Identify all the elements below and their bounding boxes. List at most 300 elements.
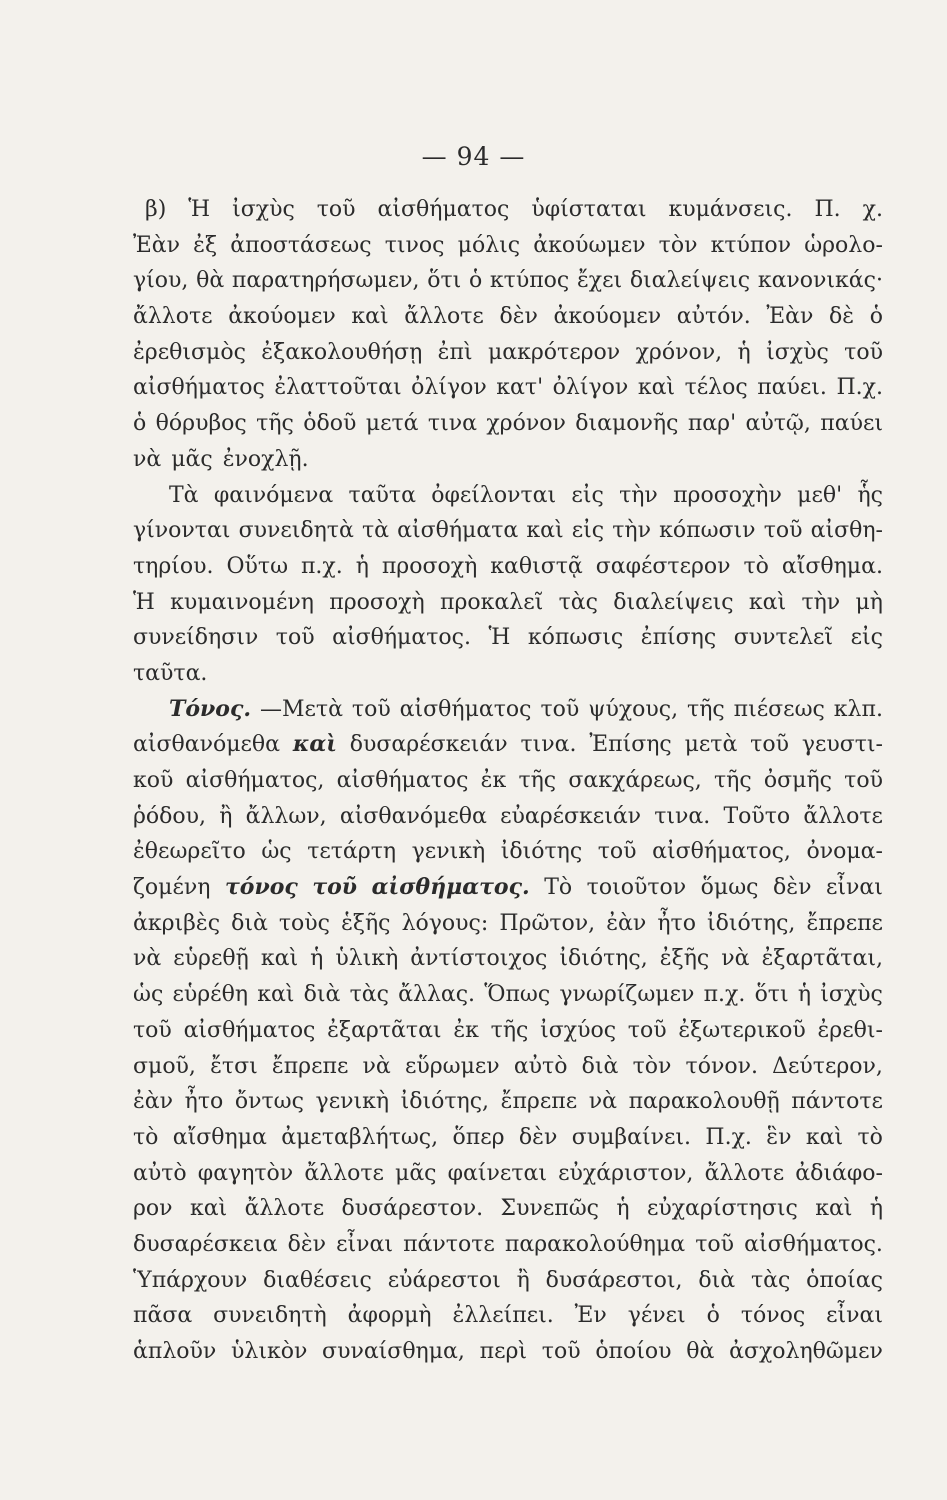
word: ὁδοῦ (303, 411, 357, 437)
word: τῆς (490, 1017, 529, 1043)
word: τὰς (558, 589, 598, 615)
word: ἐξ (193, 232, 218, 258)
word: Συνεπῶς (500, 1196, 599, 1222)
word: νὰ (588, 1089, 617, 1115)
word: διὰ (581, 1053, 619, 1079)
word: π.χ. (300, 553, 343, 579)
word: εὐχάριστον, (558, 1160, 694, 1186)
word: πᾶσα (133, 1303, 193, 1329)
word: ἐκ (480, 768, 507, 793)
word: κτύπος (489, 268, 570, 294)
word: καὶ (805, 1124, 844, 1150)
word: ἔχει (576, 268, 623, 294)
word: καὶ (292, 731, 337, 758)
text-line (133, 1013, 883, 1049)
word: τοῦ (541, 1339, 581, 1364)
word: ἰδιότης, (400, 1089, 490, 1115)
word: ὅμως (700, 875, 759, 901)
word: κόπωσιν (659, 518, 756, 544)
word: μακρότερον (487, 339, 621, 365)
word: τοῦ (540, 696, 580, 722)
text-line (133, 799, 883, 835)
word: ἁπλοῦν (133, 1339, 217, 1364)
text-line (133, 1156, 883, 1192)
word: τοῦ (275, 625, 315, 651)
word: ἀμεταβλήτως, (281, 1124, 439, 1150)
text-line (133, 370, 883, 406)
word: τοῦ (351, 696, 391, 722)
text-line (133, 1263, 883, 1299)
word: ἐξακολουθήσῃ (261, 339, 423, 365)
word: ἐὰν (133, 1089, 174, 1115)
word: ἀδιάφο- (795, 1160, 883, 1186)
word: τοῦ (844, 768, 883, 793)
word: δυσάρεστον. (341, 1196, 484, 1222)
text-line (133, 906, 883, 942)
word: ἦτο (184, 1089, 224, 1115)
word: συνειδητὰ (238, 518, 354, 544)
word: τοῦ (763, 518, 803, 544)
word: ἄλλοτε (304, 1160, 384, 1186)
word: δυσαρέσκεια (133, 1231, 278, 1257)
word: Τὸ (544, 875, 573, 901)
word: εὕρωμεν (404, 1053, 500, 1079)
word: καὶ (815, 1196, 853, 1222)
word: κλπ. (833, 696, 883, 722)
word: δὲ (829, 304, 855, 330)
word: ὑλικὸν (231, 1339, 308, 1364)
word: κοῦ (133, 768, 174, 793)
word: παρακολουθῇ (628, 1089, 780, 1115)
text-line (133, 1334, 883, 1370)
word: αἰσθήματος (133, 375, 265, 401)
word: τοῦ (844, 339, 883, 365)
word: Ὅπως (484, 982, 551, 1008)
word: ἀκούομεν (553, 304, 662, 330)
word: τὴν (619, 482, 658, 508)
word: διαμονῆς (575, 411, 679, 437)
word: καὶ (260, 946, 299, 972)
word: Δεύτερον, (772, 1053, 883, 1079)
word: Ὑπάρχουν (133, 1267, 248, 1293)
word: εἰς (850, 625, 883, 651)
word: διὰ (231, 910, 268, 936)
word: ζομένη (133, 875, 211, 901)
word: ἰσχὺς (232, 197, 295, 222)
word: θόρυβος (155, 411, 247, 437)
word: εὐαρέσκειάν (500, 803, 642, 829)
word: αἴσθημα (172, 1124, 267, 1150)
word: σακχάρεως, (568, 768, 702, 793)
word: ἐλαττοῦται (274, 375, 402, 401)
word: ὀλίγον (552, 375, 629, 401)
word: αὐτῷ, (745, 411, 811, 437)
word: αἰσθήματος (399, 696, 532, 722)
word: ἀφορμὴ (347, 1303, 432, 1329)
word: καὶ (637, 375, 676, 401)
word: διὰ (303, 982, 341, 1008)
word: Ἐὰν (133, 232, 180, 258)
word: ἰδιότης, (707, 910, 796, 936)
word: ἰσχὺς (766, 339, 829, 365)
text-line (133, 478, 883, 514)
word: εἰς (571, 482, 604, 508)
word: τινα. (520, 732, 577, 758)
word: δυσαρέσκειάν (349, 732, 508, 758)
word: ἀντίστοιχος (410, 946, 548, 972)
word: τὸ (743, 553, 769, 579)
word: πιέσεως (733, 696, 825, 722)
word: Π.χ. (836, 375, 883, 401)
word: ὀσμῆς (763, 768, 832, 793)
word: τοῦ (627, 1017, 667, 1043)
word: γενικὴ (315, 1089, 390, 1115)
word: ὅπερ (452, 1124, 505, 1150)
word: τὸ (857, 1124, 883, 1150)
word: αἰσθη- (810, 518, 883, 544)
word: μᾶς (171, 446, 213, 472)
word: τὸν (632, 1053, 672, 1079)
word: Ἡ (488, 625, 511, 651)
word: ἐὰν (606, 910, 647, 936)
word: ἡ (355, 553, 369, 579)
word: ὁποίου (595, 1339, 672, 1364)
word: προσοχὴ (381, 553, 478, 579)
word: αὐτὸ (133, 1160, 187, 1186)
text-line (133, 692, 883, 728)
word: προκαλεῖ (440, 589, 544, 615)
word: ἄλλοτε (803, 803, 883, 829)
word: μετά (365, 411, 419, 437)
word: ἐξαρτᾶται (327, 1017, 442, 1043)
word: ὁποίας (806, 1267, 883, 1293)
word: φαγητὸν (197, 1160, 294, 1186)
word: ἀποστάσεως (230, 232, 372, 258)
word: χ. (862, 197, 883, 222)
word: κτύπον (710, 232, 792, 258)
word: τὰς (750, 1267, 791, 1293)
word: διὰ (698, 1267, 736, 1293)
word: εὐχαρίστησις (646, 1196, 798, 1222)
text-line (133, 549, 883, 585)
word: χρόνον (486, 411, 566, 437)
word: εὑρεθῇ (173, 946, 249, 972)
word: λόγους: (401, 910, 489, 936)
text-line (133, 585, 883, 621)
word: διαλείψεις (613, 589, 734, 615)
word: ἢ (219, 803, 233, 829)
word: ἐξῆς (659, 946, 710, 972)
word: ρον (133, 1196, 173, 1222)
word: ὁ (706, 1303, 720, 1329)
word: τοὺς (278, 910, 330, 936)
word: κανονικάς· (757, 268, 883, 294)
word: παύει. (757, 375, 827, 401)
text-line (133, 727, 883, 763)
word: Τόνος. (169, 695, 252, 722)
word: αἰσθήματος (377, 197, 510, 222)
text-line (133, 870, 883, 906)
word: τινα. (654, 803, 711, 829)
word: αἰσθήματος. (332, 625, 471, 651)
word: συντελεῖ (733, 625, 834, 651)
word: καὶ (748, 589, 787, 615)
word: τῆς (687, 696, 725, 722)
word: φαίνεται (447, 1160, 547, 1186)
word: ὁ (133, 411, 147, 437)
word: αἰσθήματος. (744, 1231, 883, 1257)
word: ῥόδου, (133, 803, 207, 829)
word: σαφέστερον (595, 553, 731, 579)
word: καὶ (189, 1196, 228, 1222)
word: ἀκριβὲς (133, 910, 221, 936)
word: γενικὴ (411, 839, 486, 865)
word: ἡ (310, 946, 324, 972)
word: ὡς (261, 839, 292, 865)
word: γίνονται (133, 518, 231, 544)
word: γίου, (133, 268, 189, 294)
word: σμοῦ, (133, 1053, 196, 1079)
word: ἔπρεπε (806, 910, 883, 936)
word: ἔτσι (210, 1053, 258, 1079)
word: γένει (627, 1303, 686, 1329)
word: κόπωσις (527, 625, 624, 651)
word: ἧς (857, 482, 883, 508)
word: Ἡ (133, 589, 155, 615)
word: ἐξαρτᾶται, (761, 946, 883, 972)
text-line (133, 1227, 883, 1263)
word: Ἐν (574, 1303, 607, 1329)
text-line (133, 941, 883, 977)
word: καθιστᾷ (490, 553, 583, 579)
word: ἄλλας. (398, 982, 476, 1008)
word: ἀσχοληθῶμεν (729, 1339, 883, 1364)
word: δὲν (518, 1124, 558, 1150)
word: διαλείψεις (629, 268, 751, 294)
word: εὑρέθη (172, 982, 248, 1008)
body-text (133, 192, 883, 1370)
word: ἓν (766, 1124, 792, 1150)
word: Π.χ. (705, 1124, 752, 1150)
word: τῆς (256, 411, 294, 437)
word: ταῦτα (348, 482, 416, 508)
word: τοῦ (133, 1017, 172, 1043)
word: ἐπὶ (437, 339, 473, 365)
word: τὴν (801, 589, 841, 615)
word: ἄλλοτε (133, 304, 213, 330)
word: τὰ (361, 518, 389, 544)
word: τὴν (612, 518, 651, 544)
word: ἄλλων, (245, 803, 327, 829)
word: γνωρίζωμεν (559, 982, 695, 1008)
word: ὁ (468, 268, 483, 294)
word: τοῦ (750, 732, 789, 758)
word: ἐρεθισμὸς (133, 339, 246, 365)
word: τοῦ (316, 197, 356, 222)
word: ὅτι (754, 982, 789, 1008)
word: καὶ (351, 304, 389, 330)
word: μόλις (457, 232, 521, 258)
word: μᾶς (395, 1160, 437, 1186)
word: ἐξωτερικοῦ (678, 1017, 806, 1043)
word: ἐλλείπει. (452, 1303, 554, 1329)
word: αἰσθήματα (397, 518, 519, 544)
word: πάντοτε (791, 1089, 883, 1115)
word: ταῦτα. (133, 660, 208, 686)
word: νὰ (133, 946, 162, 972)
word: δυσάρεστοι, (545, 1267, 683, 1293)
word: τέλος (684, 375, 748, 401)
word: τὸ (133, 1124, 159, 1150)
word: δὲν (499, 304, 538, 330)
word: ὅτι (427, 268, 462, 294)
word: Ἡ (188, 197, 211, 222)
word: εἶναι (336, 1231, 393, 1257)
word: τόνος (740, 1303, 806, 1329)
word: αἴσθημα. (781, 553, 883, 579)
word: τοιοῦτον (586, 875, 687, 901)
word: τόνος (224, 874, 298, 901)
word: ἄλλοτε (244, 1196, 325, 1222)
text-line (133, 834, 883, 870)
word: ἄλλοτε (404, 304, 484, 330)
text-line (133, 228, 883, 264)
text-line (133, 442, 883, 478)
word: ἐπίσης (640, 625, 717, 651)
text-line (133, 263, 883, 299)
word: νὰ (133, 446, 162, 472)
text-line (133, 335, 883, 371)
word: συμβαίνει. (571, 1124, 692, 1150)
word: εἶναι (826, 875, 883, 901)
word: ὀνομα- (806, 839, 883, 865)
word: παρατηρήσωμεν, (231, 268, 420, 294)
word: αἰσθανόμεθα (133, 732, 281, 758)
word: ὀφείλονται (431, 482, 557, 508)
word: ἄλλοτε (704, 1160, 785, 1186)
word: τινος (384, 232, 445, 258)
word: κατ' (496, 375, 544, 401)
word: αἰσθήματος (183, 1017, 316, 1043)
text-line (133, 406, 883, 442)
word: συνείδησιν (133, 625, 259, 651)
word: μεθ' (797, 482, 843, 508)
text-line (133, 1298, 883, 1334)
word: ὑλικὴ (335, 946, 399, 972)
word: τόνον. (685, 1053, 758, 1079)
word: αὐτὸ (513, 1053, 568, 1079)
word: δὲν (287, 1231, 327, 1257)
word: αἰσθήματος (336, 768, 469, 793)
word: δὲν (773, 875, 812, 901)
text-line (133, 656, 883, 692)
word: φαινόμενα (213, 482, 334, 508)
word: ἐνοχλῇ. (222, 446, 309, 472)
text-line (133, 1049, 883, 1085)
word: —Μετὰ (260, 696, 343, 722)
word: παρ' (687, 411, 737, 437)
word: διαθέσεις (263, 1267, 372, 1293)
word: ἑξῆς (341, 910, 391, 936)
word: περὶ (479, 1339, 528, 1364)
word: Τὰ (169, 482, 199, 508)
word: συναίσθημα, (322, 1339, 465, 1364)
word: πάντοτε (403, 1231, 495, 1257)
word: νὰ (721, 946, 750, 972)
word: ἔπρεπε (271, 1053, 349, 1079)
word: αἰσθήματος, (185, 768, 325, 793)
word: παύει (820, 411, 883, 437)
word: καὶ (526, 518, 564, 544)
word: τηρίου. (133, 553, 214, 579)
word: τετάρτη (307, 839, 397, 865)
word: ἡ (737, 339, 751, 365)
word: ἐθεωρεῖτο (133, 839, 246, 865)
word: νὰ (362, 1053, 391, 1079)
word: ἡ (616, 1196, 630, 1222)
word: αἰσθανόμεθα (339, 803, 487, 829)
word: συνειδητὴ (213, 1303, 327, 1329)
text-line (133, 192, 883, 228)
text-line (133, 620, 883, 656)
word: Ἐπίσης (589, 732, 672, 758)
word: χρόνον, (635, 339, 723, 365)
word: θὰ (196, 268, 225, 294)
word: ἐρεθι- (817, 1017, 883, 1043)
word: μὴ (855, 589, 883, 615)
word: π.χ. (703, 982, 746, 1008)
word: Π. (814, 197, 841, 222)
word: ἔπρεπε (500, 1089, 578, 1115)
word: καὶ (257, 982, 295, 1008)
word: β) (145, 197, 167, 222)
text-line (133, 763, 883, 799)
word: ἦτο (657, 910, 696, 936)
word: αἰσθήματος, (652, 839, 791, 865)
word: ὁ (869, 304, 883, 330)
word: ὡρολο- (804, 232, 883, 258)
word: τῆς (518, 768, 557, 793)
word: ἰσχὺς (820, 982, 883, 1008)
word: ἀκούομεν (228, 304, 336, 330)
text-line (133, 1120, 883, 1156)
word: ὑφίσταται (531, 197, 647, 222)
text-line (133, 299, 883, 335)
text-line (133, 977, 883, 1013)
word: ὀλίγον (411, 375, 487, 401)
word: κυμαινομένη (170, 589, 314, 615)
word: αὐτόν. (676, 304, 751, 330)
word: ὄντως (234, 1089, 304, 1115)
word: παρακολούθημα (504, 1231, 686, 1257)
word: εἰς (571, 518, 605, 544)
word: ἰσχύος (540, 1017, 617, 1043)
word: ὡς (133, 982, 164, 1008)
word: ἰδιότης (500, 839, 583, 865)
word: ψύχους, (588, 696, 679, 722)
word: γευστι- (801, 732, 883, 758)
page-number: — 94 — (421, 142, 526, 171)
word: ἢ (516, 1267, 530, 1293)
word: θὰ (686, 1339, 715, 1364)
word: Τοῦτο (723, 803, 791, 829)
word: τὸν (658, 232, 698, 258)
word: Οὕτω (226, 553, 289, 579)
word: ἡ (869, 1196, 883, 1222)
word: ἐκ (453, 1017, 479, 1043)
text-line (133, 1084, 883, 1120)
word: τοῦ (312, 874, 358, 901)
